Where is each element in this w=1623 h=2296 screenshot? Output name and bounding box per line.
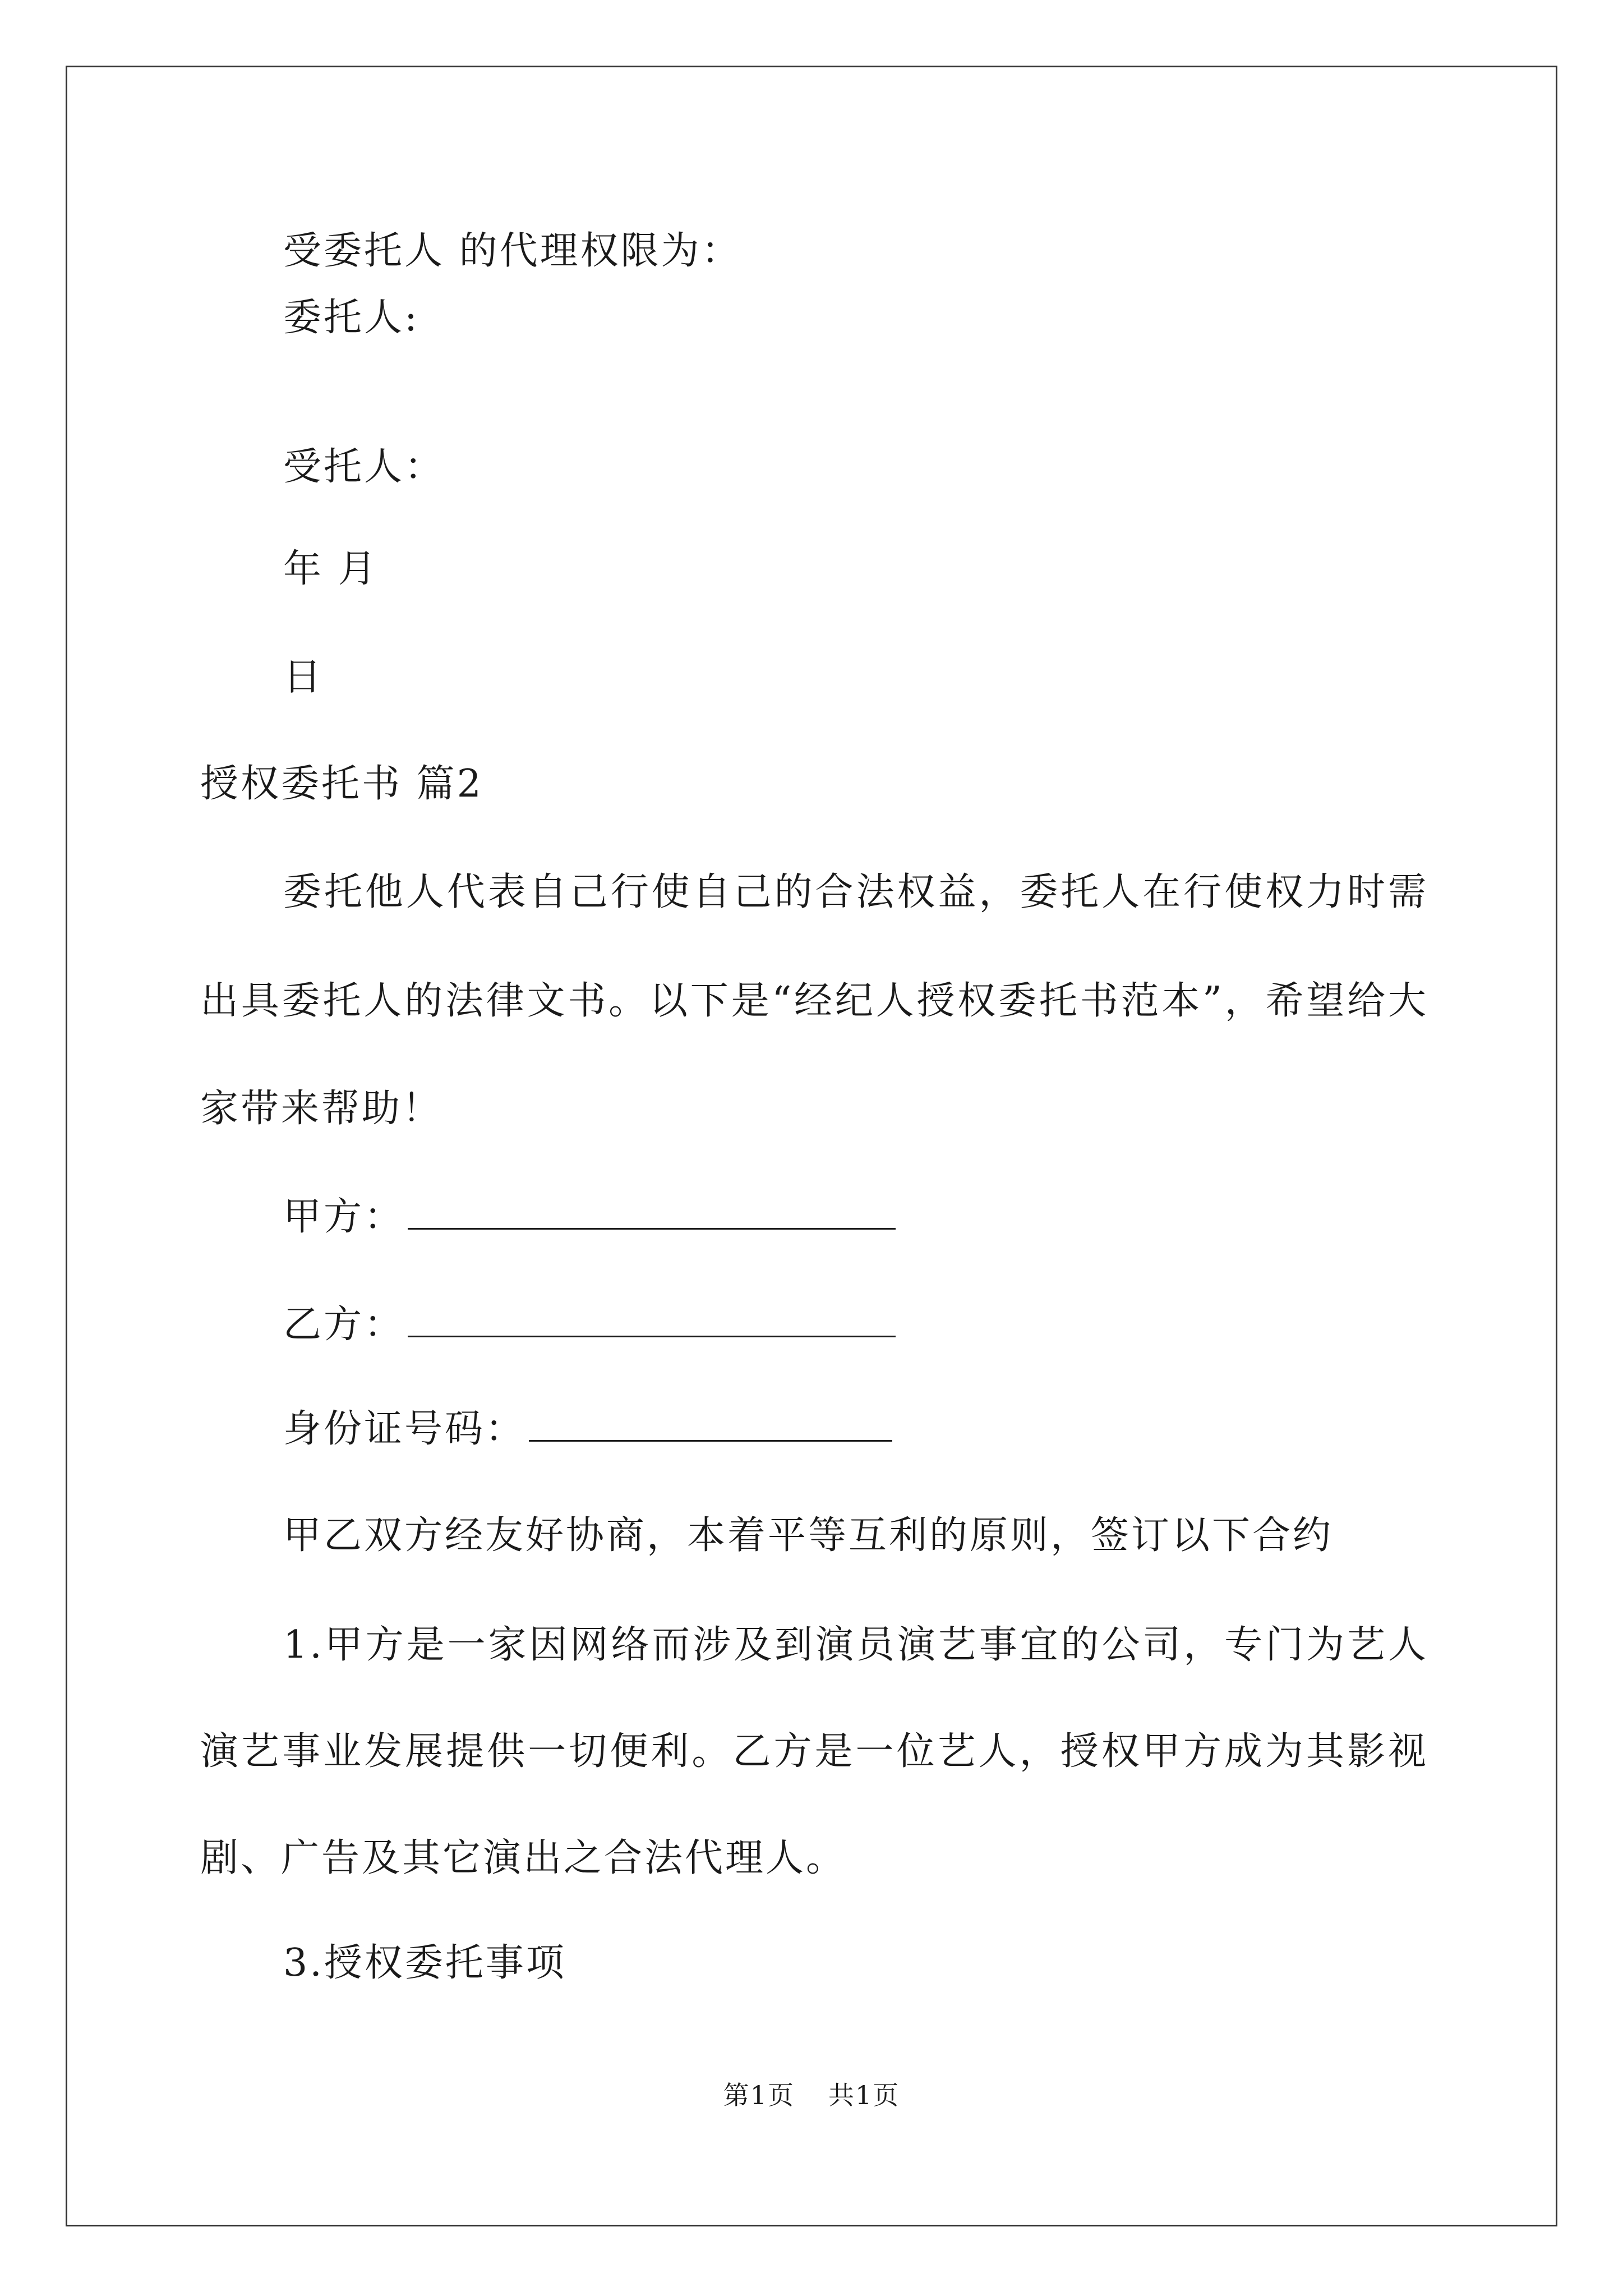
- clause-1-line-2: 演艺事业发展提供一切便利。乙方是一位艺人，授权甲方成为其影视: [200, 1729, 1428, 1774]
- party-a-field: [283, 1192, 896, 1243]
- party-a-label: 甲方：: [283, 1195, 405, 1239]
- clause-3-heading: 3.授权委托事项: [283, 1941, 566, 1985]
- clause-1-line-1: 1.甲方是一家因网络而涉及到演员演艺事宜的公司，专门为艺人: [283, 1623, 1428, 1667]
- id-number-blank: [529, 1405, 892, 1442]
- page-total: 共1页: [828, 2080, 900, 2110]
- principal-label: 委托人:: [283, 296, 419, 340]
- id-number-field: [283, 1404, 892, 1455]
- page-number: 第1页: [723, 2080, 795, 2110]
- date-year-month: 年 月: [283, 547, 379, 591]
- date-day: 日: [283, 655, 324, 700]
- party-b-label: 乙方：: [283, 1303, 405, 1347]
- id-number-label: 身份证号码：: [283, 1407, 526, 1451]
- party-b-blank: [408, 1301, 896, 1337]
- party-a-blank: [408, 1193, 896, 1230]
- intro-paragraph-line-3: 家带来帮助！: [200, 1087, 443, 1131]
- section-heading: 授权委托书 篇2: [200, 762, 483, 806]
- page-border: [66, 66, 1557, 2226]
- page-footer: [0, 2078, 1623, 2112]
- agreement-preamble: 甲乙双方经友好协商，本着平等互利的原则，签订以下合约: [283, 1513, 1334, 1558]
- agent-label: 受托人：: [283, 445, 445, 489]
- party-b-field: [283, 1300, 896, 1350]
- clause-1-line-3: 剧、广告及其它演出之合法代理人。: [200, 1836, 847, 1880]
- intro-paragraph-line-1: 委托他人代表自己行使自己的合法权益，委托人在行使权力时需: [283, 870, 1428, 914]
- intro-paragraph-line-2: 出具委托人的法律文书。以下是“经纪人授权委托书范本”，希望给大: [200, 979, 1428, 1023]
- authority-scope-line: 受委托人 的代理权限为：: [283, 229, 742, 273]
